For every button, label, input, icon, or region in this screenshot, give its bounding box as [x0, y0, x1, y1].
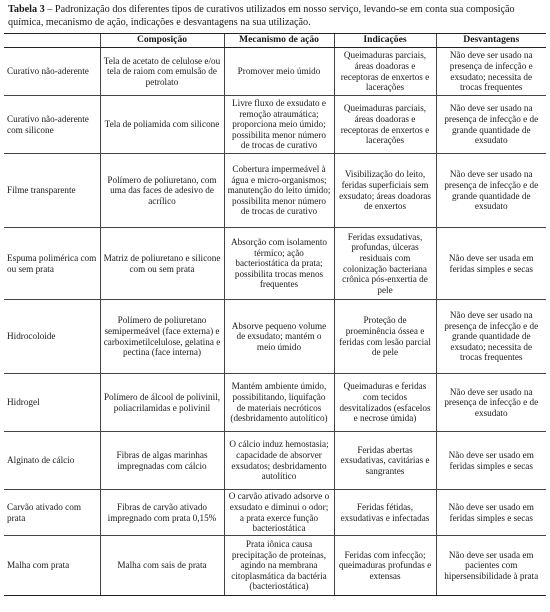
row-indicacoes: Queimaduras parciais, áreas doadoras e receptoras de enxertos e lacerações: [334, 96, 436, 154]
row-composicao: Polímero de poliuretano, com uma das faces de adesivo de acrílico: [100, 154, 224, 228]
row-desvantagens: Não deve ser usado na presença de infecção e de exsudato: [436, 374, 546, 432]
header-desvantagens: Desvantagens: [436, 34, 546, 48]
caption-text: – Padronização dos diferentes tipos de curativos utilizados em nosso serviço, levando-se em conta sua composição química, mecanismo de ação, indicações e desvantagens na sua utilização.: [8, 4, 515, 28]
row-desvantagens: Não deve ser usado na presença de infecção e de grande quantidade de exsudato: [436, 96, 546, 154]
row-desvantagens: Não deve ser usado em feridas simples e secas: [436, 432, 546, 490]
header-mecanismo: Mecanismo de ação: [224, 34, 334, 48]
row-desvantagens: Não deve ser usado na presença de infecção e exsudato; necessita de trocas frequentes: [436, 48, 546, 96]
caption-label: Tabela 3: [8, 4, 45, 15]
row-mecanismo: Livre fluxo de exsudato e remoção atraumática; proporciona meio úmido; possibilita menor número de trocas de curativo: [224, 96, 334, 154]
row-mecanismo: Prata iônica causa precipitação de proteínas, agindo na membrana citoplasmática da bactéria (bacteriostática): [224, 536, 334, 596]
table-caption: [8, 4, 542, 29]
row-mecanismo: O cálcio induz hemostasia; capacidade de absorver exsudatos; desbridamento autolítico: [224, 432, 334, 490]
row-composicao: Fibras de carvão ativado impregnado com prata 0,15%: [100, 490, 224, 536]
row-indicacoes: Proteção de proeminência óssea e feridas com lesão parcial de pele: [334, 300, 436, 374]
row-indicacoes: Feridas exsudativas, profundas, úlceras residuais com colonização bacteriana crônica pós-enxertia de pele: [334, 228, 436, 300]
row-indicacoes: Feridas fétidas, exsudativas e infectadas: [334, 490, 436, 536]
table-row: [4, 96, 546, 154]
row-indicacoes: Feridas com infecção; queimaduras profundas e extensas: [334, 536, 436, 596]
row-name: Alginato de cálcio: [4, 432, 100, 490]
dressings-table: [4, 33, 546, 596]
row-mecanismo: Mantém ambiente úmido, possibilitando, liquifação de materiais necróticos (desbridamento autolítico): [224, 374, 334, 432]
row-composicao: Fibras de algas marinhas impregnadas com cálcio: [100, 432, 224, 490]
row-name: Espuma polimérica com ou sem prata: [4, 228, 100, 300]
table-row: [4, 300, 546, 374]
row-composicao: Matriz de poliuretano e silicone com ou sem prata: [100, 228, 224, 300]
table-row: [4, 228, 546, 300]
row-mecanismo: Cobertura impermeável à água e micro-organismos; manutenção do leito úmido; possibilita menor número de trocas de curativo: [224, 154, 334, 228]
row-indicacoes: Queimaduras e feridas com tecidos desvitalizados (esfacelos e necrose úmida): [334, 374, 436, 432]
header-composicao: Composição: [100, 34, 224, 48]
header-name: [4, 34, 100, 48]
row-name: Curativo não-aderente: [4, 48, 100, 96]
row-name: Filme transparente: [4, 154, 100, 228]
row-desvantagens: Não deve ser usada em feridas simples e secas: [436, 228, 546, 300]
row-indicacoes: Visibilização do leito, feridas superficiais sem exsudato; áreas doadoras de enxertos: [334, 154, 436, 228]
row-composicao: Tela de acetato de celulose e/ou tela de raiom com emulsão de petrolato: [100, 48, 224, 96]
row-name: Carvão ativado com prata: [4, 490, 100, 536]
table-row: [4, 374, 546, 432]
row-name: Malha com prata: [4, 536, 100, 596]
row-indicacoes: Queimaduras parciais, áreas doadoras e receptoras de enxertos e lacerações: [334, 48, 436, 96]
row-composicao: Polímero de álcool de polivinil, poliacrilamidas e polivinil: [100, 374, 224, 432]
row-indicacoes: Feridas abertas exsudativas, cavitárias e sangrantes: [334, 432, 436, 490]
row-desvantagens: Não deve ser usado em feridas simples e secas: [436, 490, 546, 536]
row-composicao: Malha com sais de prata: [100, 536, 224, 596]
row-desvantagens: Não deve ser usado na presença de infecção e de grande quantidade de exsudato: [436, 154, 546, 228]
header-indicacoes: Indicações: [334, 34, 436, 48]
row-name: Hidrogel: [4, 374, 100, 432]
row-composicao: Tela de poliamida com silicone: [100, 96, 224, 154]
table-row: [4, 490, 546, 536]
table-row: [4, 536, 546, 596]
table-row: [4, 154, 546, 228]
row-mecanismo: Promover meio úmido: [224, 48, 334, 96]
row-desvantagens: Não deve ser usado na presença de infecção e de grande quantidade de exsudato; necessita de trocas frequentes: [436, 300, 546, 374]
row-composicao: Polímero de poliuretano semipermeável (face externa) e carboximetilcelulose, gelatina e pectina (face interna): [100, 300, 224, 374]
row-name: Hidrocoloide: [4, 300, 100, 374]
row-desvantagens: Não deve ser usada em pacientes com hipersensibilidade à prata: [436, 536, 546, 596]
row-name: Curativo não-aderente com silicone: [4, 96, 100, 154]
row-mecanismo: Absorve pequeno volume de exsudato; mantém o meio úmido: [224, 300, 334, 374]
table-row: [4, 48, 546, 96]
row-mecanismo: Absorção com isolamento térmico; ação bacteriostática da prata; possibilita trocas menos frequentes: [224, 228, 334, 300]
header-row: [4, 34, 546, 48]
row-mecanismo: O carvão ativado adsorve o exsudato e diminui o odor; a prata exerce função bacteriostática: [224, 490, 334, 536]
table-row: [4, 432, 546, 490]
